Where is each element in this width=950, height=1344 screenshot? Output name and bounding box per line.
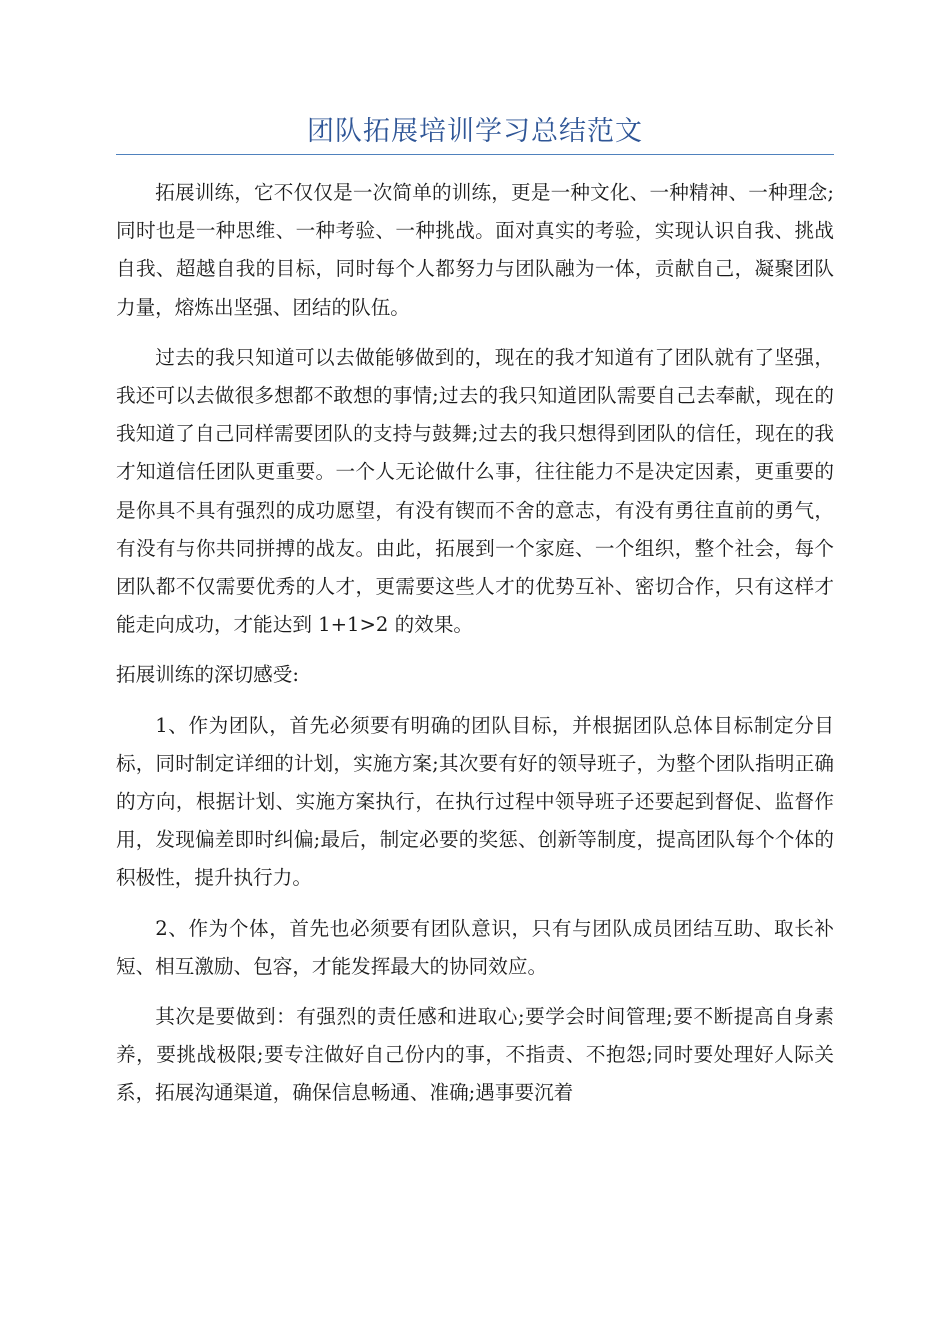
document-body (116, 174, 834, 1125)
paragraph-point-1: 1、作为团队，首先必须要有明确的团队目标，并根据团队总体目标制定分目标，同时制定详细的计划，实施方案;其次要有好的领导班子，为整个团队指明正确的方向，根据计划、实施方案执行，在执行过程中领导班子还要起到督促、监督作用，发现偏差即时纠偏;最后，制定必要的奖惩、创新等制度，提高团队每个个体的积极性，提升执行力。 (116, 713, 834, 890)
document-title: 团队拓展培训学习总结范文 (307, 116, 643, 147)
title-underline (116, 154, 834, 155)
paragraph-point-2: 2、作为个体，首先也必须要有团队意识，只有与团队成员团结互助、取长补短、相互激励、包容，才能发挥最大的协同效应。 (116, 916, 834, 978)
section-heading: 拓展训练的深切感受: (116, 663, 299, 687)
paragraph-reflection: 过去的我只知道可以去做能够做到的，现在的我才知道有了团队就有了坚强，我还可以去做很多想都不敢想的事情;过去的我只知道团队需要自己去奉献，现在的我知道了自己同样需要团队的支持与鼓舞;过去的我只想得到团队的信任，现在的我才知道信任团队更重要。一个人无论做什么事，往往能力不是决定因素，更重要的是你具不具有强烈的成功愿望，有没有锲而不舍的意志，有没有勇往直前的勇气，有没有与你共同拼搏的战友。由此，拓展到一个家庭、一个组织，整个社会，每个团队都不仅需要优秀的人才，更需要这些人才的优势互补、密切合作，只有这样才能走向成功，才能达到 1+1>2 的效果。 (116, 345, 834, 637)
paragraph-intro: 拓展训练，它不仅仅是一次简单的训练，更是一种文化、一种精神、一种理念;同时也是一种思维、一种考验、一种挑战。面对真实的考验，实现认识自我、挑战自我、超越自我的目标，同时每个人都努力与团队融为一体，贡献自己，凝聚团队力量，熔炼出坚强、团结的队伍。 (116, 181, 834, 319)
paragraph-secondly: 其次是要做到：有强烈的责任感和进取心;要学会时间管理;要不断提高自身素养，要挑战极限;要专注做好自己份内的事，不指责、不抱怨;同时要处理好人际关系，拓展沟通渠道，确保信息畅通、准确;遇事要沉着 (116, 1005, 834, 1105)
